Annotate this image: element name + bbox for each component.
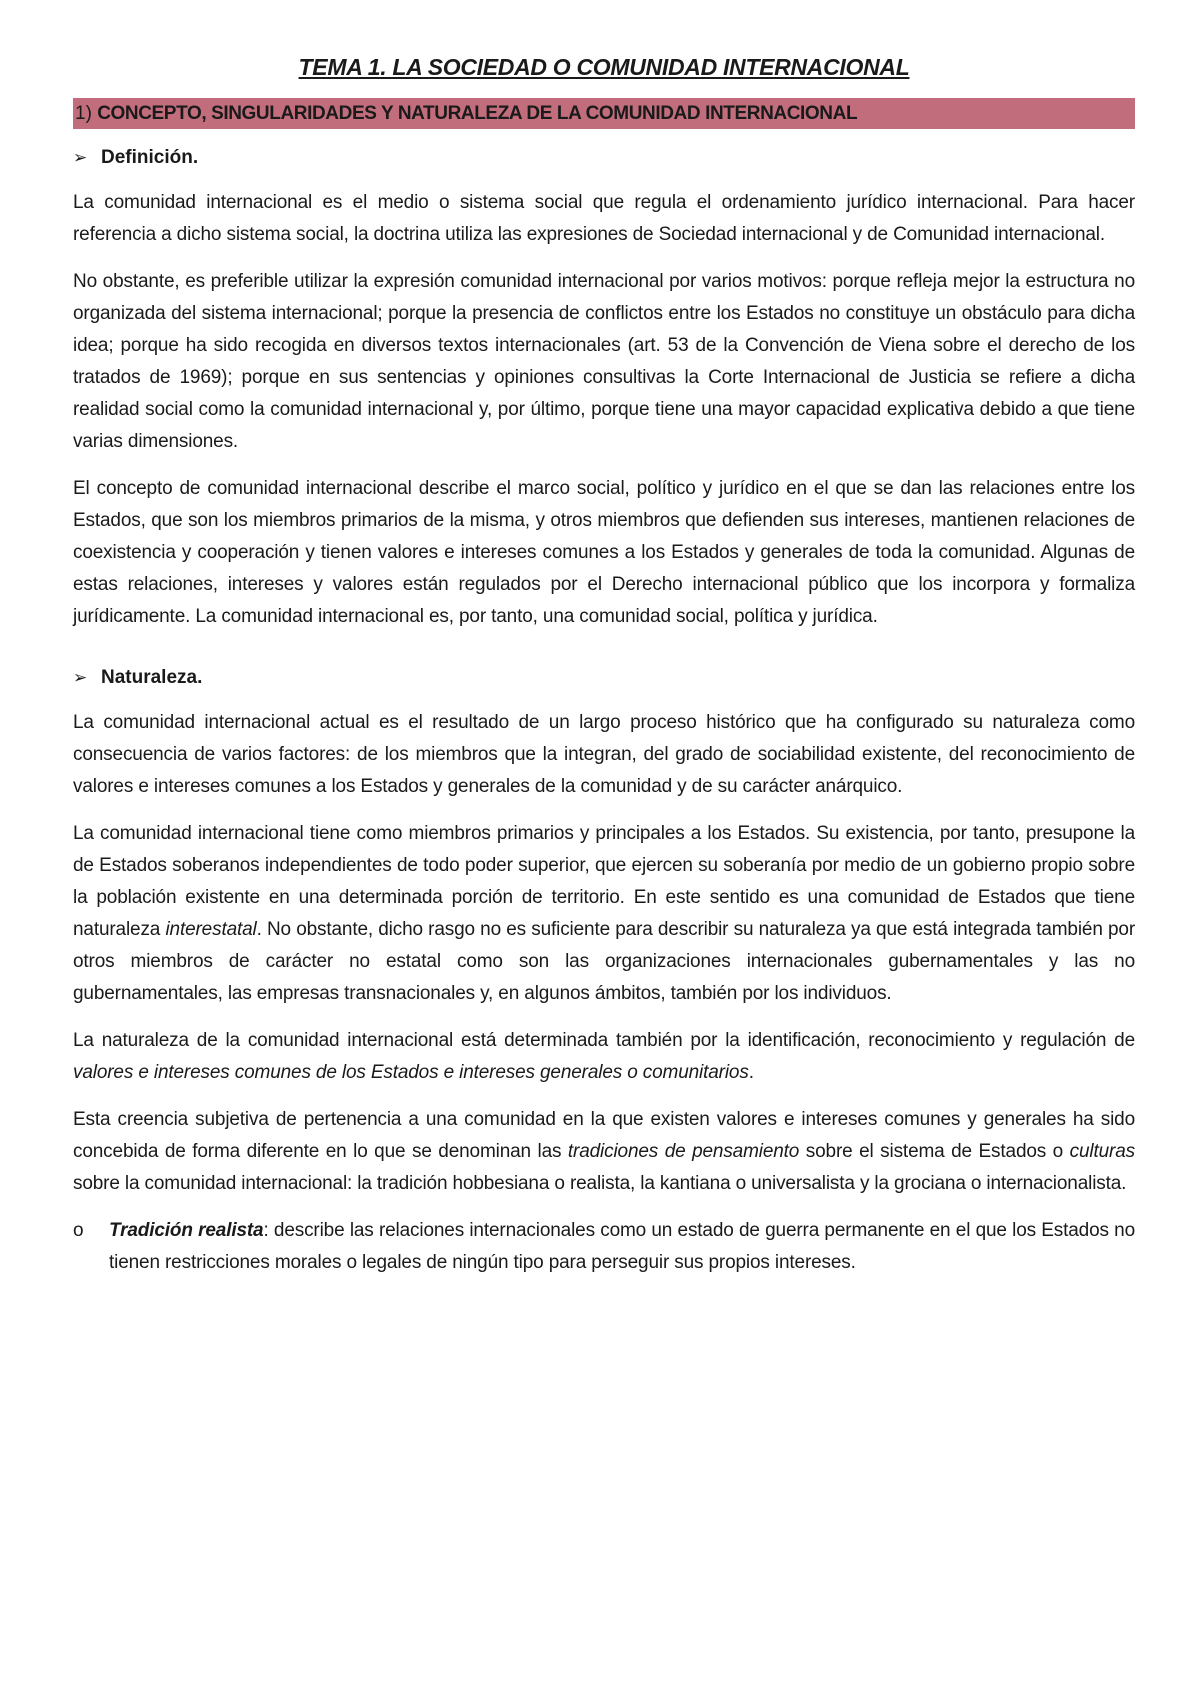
- document-page: [73, 52, 1135, 1279]
- list-item-content: [109, 1215, 1135, 1279]
- paragraph-naturaleza-4: [73, 1104, 1135, 1200]
- paragraph-naturaleza-2: [73, 818, 1135, 1010]
- subheading-naturaleza-label: Naturaleza.: [101, 667, 203, 688]
- bullet-marker: o: [73, 1220, 84, 1241]
- paragraph-naturaleza-3: [73, 1025, 1135, 1089]
- text-run: . No obstante, dicho rasgo no es suficiente para describir su naturaleza ya que está integrada también por otros miembros de carácter no estatal como son las organizaciones internacionales gubernamentales y las no gubernamentales, las empresas transnacionales y, en algunos ámbitos, también por los individuos.: [73, 919, 1135, 1004]
- paragraph-definicion-3: El concepto de comunidad internacional describe el marco social, político y jurídico en el que se dan las relaciones entre los Estados, que son los miembros primarios de la misma, y otros miembros que defienden sus intereses, mantienen relaciones de coexistencia y cooperación y tienen valores e intereses comunes a los Estados y generales de toda la comunidad. Algunas de estas relaciones, intereses y valores están regulados por el Derecho internacional público que los incorpora y formaliza jurídicamente. La comunidad internacional es, por tanto, una comunidad social, política y jurídica.: [73, 478, 1135, 627]
- paragraph-naturaleza-1: La comunidad internacional actual es el resultado de un largo proceso histórico que ha configurado su naturaleza como consecuencia de varios factores: de los miembros que la integran, del grado de sociabilidad existente, del reconocimiento de valores e intereses comunes a los Estados y generales de la comunidad y de su carácter anárquico.: [73, 712, 1135, 797]
- text-run: La comunidad internacional tiene como miembros primarios y principales a los Estados. Su existencia, por tanto, presupone la de Estados soberanos independientes de todo poder superior, que ejercen su soberanía por medio de un gobierno propio sobre la población existente en una determinada porción de territorio. En este sentido es una comunidad de Estados que tiene naturaleza: [73, 823, 1135, 940]
- subheading-naturaleza: [73, 663, 1135, 693]
- text-run: .: [748, 1062, 754, 1083]
- document-title: TEMA 1. LA SOCIEDAD O COMUNIDAD INTERNACIONAL: [298, 54, 910, 80]
- list-item-tradicion-realista: [73, 1215, 1135, 1279]
- arrow-bullet-icon: ➢: [73, 668, 88, 687]
- arrow-bullet-icon: ➢: [73, 148, 88, 167]
- subheading-definicion-label: Definición.: [101, 147, 199, 168]
- subheading-definicion: [73, 143, 1135, 173]
- text-run: Esta creencia subjetiva de pertenencia a una comunidad en la que existen valores e intereses comunes y generales ha sido concebida de forma diferente en lo que se denominan las: [73, 1109, 1135, 1162]
- section-number: 1): [75, 103, 92, 124]
- emphasis-tradiciones: tradiciones de pensamiento: [567, 1141, 800, 1162]
- paragraph-definicion-1: La comunidad internacional es el medio o sistema social que regula el ordenamiento jurídico internacional. Para hacer referencia a dicho sistema social, la doctrina utiliza las expresiones de Sociedad internacional y de Comunidad internacional.: [73, 192, 1135, 245]
- text-run: sobre el sistema de Estados o: [799, 1141, 1070, 1162]
- section-heading-bar: [73, 98, 1135, 129]
- section-title: CONCEPTO, SINGULARIDADES Y NATURALEZA DE LA COMUNIDAD INTERNACIONAL: [97, 103, 858, 124]
- emphasis-culturas: culturas: [1069, 1141, 1135, 1162]
- text-run: La naturaleza de la comunidad internacional está determinada también por la identificación, reconocimiento y regulación de: [73, 1030, 1135, 1051]
- bullet-term: Tradición realista: [109, 1220, 264, 1241]
- emphasis-valores: valores e intereses comunes de los Estados e intereses generales o comunitarios: [73, 1062, 749, 1083]
- paragraph-definicion-2: No obstante, es preferible utilizar la expresión comunidad internacional por varios motivos: porque refleja mejor la estructura no organizada del sistema internacional; porque la presencia de conflictos entre los Estados no constituye un obstáculo para dicha idea; porque ha sido recogida en diversos textos internacionales (art. 53 de la Convención de Viena sobre el derecho de los tratados de 1969); porque en sus sentencias y opiniones consultivas la Corte Internacional de Justicia se refiere a dicha realidad social como la comunidad internacional y, por último, porque tiene una mayor capacidad explicativa debido a que tiene varias dimensiones.: [73, 271, 1135, 452]
- bullet-text: : describe las relaciones internacionales como un estado de guerra permanente en el que los Estados no tienen restricciones morales o legales de ningún tipo para perseguir sus propios intereses.: [109, 1220, 1135, 1273]
- text-run: sobre la comunidad internacional: la tradición hobbesiana o realista, la kantiana o universalista y la grociana o internacionalista.: [73, 1173, 1127, 1194]
- emphasis-interestatal: interestatal: [165, 919, 257, 940]
